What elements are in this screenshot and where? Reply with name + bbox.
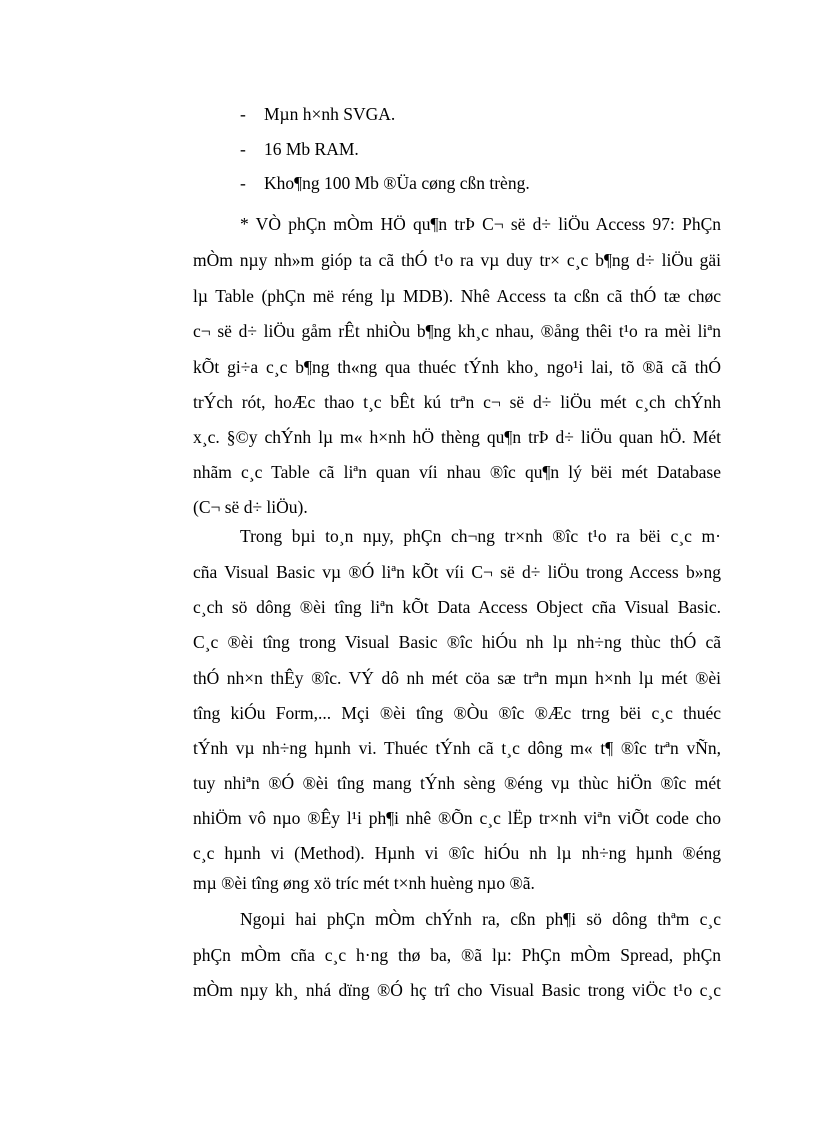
paragraph-line: x¸c. §©y chÝnh lµ m« h×nh hÖ thèng qu¶n trÞ d÷ liÖu quan hÖ. Mét bbox=[193, 427, 721, 447]
bullet-marker: - bbox=[240, 104, 246, 124]
paragraph-line: c¸c hµnh vi (Method). Hµnh vi ®îc hiÓu nh lµ nh÷ng hµnh ®éng bbox=[193, 843, 721, 863]
paragraph-line: nhiÖm vô nµo ®Êy l¹i ph¶i nhê ®Õn c¸c lËp tr×nh viªn viÕt code cho bbox=[193, 808, 721, 828]
paragraph-line: * VÒ phÇn mÒm HÖ qu¶n trÞ C¬ së d÷ liÖu Access 97: PhÇn bbox=[240, 214, 721, 234]
paragraph-line: trÝch rót, hoÆc thao t¸c bÊt kú trªn c¬ së d÷ liÖu mét c¸ch chÝnh bbox=[193, 392, 721, 412]
bullet-text: Kho¶ng 100 Mb ®Üa cøng cßn trèng. bbox=[264, 173, 530, 193]
paragraph-line: nhãm c¸c Table cã liªn quan víi nhau ®îc qu¶n lý bëi mét Database bbox=[193, 462, 721, 482]
bullet-text: 16 Mb RAM. bbox=[264, 139, 359, 159]
paragraph-line: c¬ së d÷ liÖu gåm rÊt nhiÒu b¶ng kh¸c nhau, ®ång thêi t¹o ra mèi liªn bbox=[193, 321, 721, 341]
paragraph-line: C¸c ®èi tîng trong Visual Basic ®îc hiÓu nh lµ nh÷ng thùc thÓ cã bbox=[193, 632, 721, 652]
bullet-item bbox=[240, 106, 395, 124]
paragraph-line: mµ ®èi tîng øng xö tríc mét t×nh huèng nµo ®ã. bbox=[193, 873, 535, 893]
paragraph-line: Ngoµi hai phÇn mÒm chÝnh ra, cßn ph¶i sö dông thªm c¸c bbox=[240, 909, 721, 929]
paragraph-line: mÒm nµy nh»m gióp ta cã thÓ t¹o ra vµ duy tr× c¸c b¶ng d÷ liÖu gäi bbox=[193, 250, 721, 270]
bullet-marker: - bbox=[240, 173, 246, 193]
bullet-text: Mµn h×nh SVGA. bbox=[264, 104, 396, 124]
bullet-item bbox=[240, 175, 530, 193]
paragraph-line: kÕt gi÷a c¸c b¶ng th«ng qua thuéc tÝnh kho¸ ngo¹i lai, tõ ®ã cã thÓ bbox=[193, 357, 721, 377]
paragraph-line: thÓ nh×n thÊy ®îc. VÝ dô nh mét cöa sæ trªn mµn h×nh lµ mét ®èi bbox=[193, 668, 721, 688]
paragraph-line: lµ Table (phÇn më réng lµ MDB). Nhê Access ta cßn cã thÓ tæ chøc bbox=[193, 286, 721, 306]
bullet-marker: - bbox=[240, 139, 246, 159]
paragraph-line: (C¬ së d÷ liÖu). bbox=[193, 497, 308, 517]
paragraph-line: cña Visual Basic vµ ®Ó liªn kÕt víi C¬ së d÷ liÖu trong Access b»ng bbox=[193, 562, 721, 582]
bullet-item bbox=[240, 141, 359, 159]
paragraph-line: tÝnh vµ nh÷ng hµnh vi. Thuéc tÝnh cã t¸c dông m« t¶ ®îc trªn vÑn, bbox=[193, 738, 721, 758]
paragraph-line: c¸ch sö dông ®èi tîng liªn kÕt Data Access Object cña Visual Basic. bbox=[193, 597, 721, 617]
paragraph-line: tuy nhiªn ®Ó ®èi tîng mang tÝnh sèng ®éng vµ thùc hiÖn ®îc mét bbox=[193, 773, 721, 793]
paragraph-line: Trong bµi to¸n nµy, phÇn ch¬ng tr×nh ®îc t¹o ra bëi c¸c m· bbox=[240, 526, 721, 546]
paragraph-line: phÇn mÒm cña c¸c h·ng thø ba, ®ã lµ: PhÇn mÒm Spread, phÇn bbox=[193, 945, 721, 965]
paragraph-line: mÒm nµy kh¸ nhá dïng ®Ó hç trî cho Visual Basic trong viÖc t¹o c¸c bbox=[193, 980, 721, 1000]
paragraph-line: tîng kiÓu Form,... Mçi ®èi tîng ®Òu ®îc ®Æc trng bëi c¸c thuéc bbox=[193, 703, 721, 723]
